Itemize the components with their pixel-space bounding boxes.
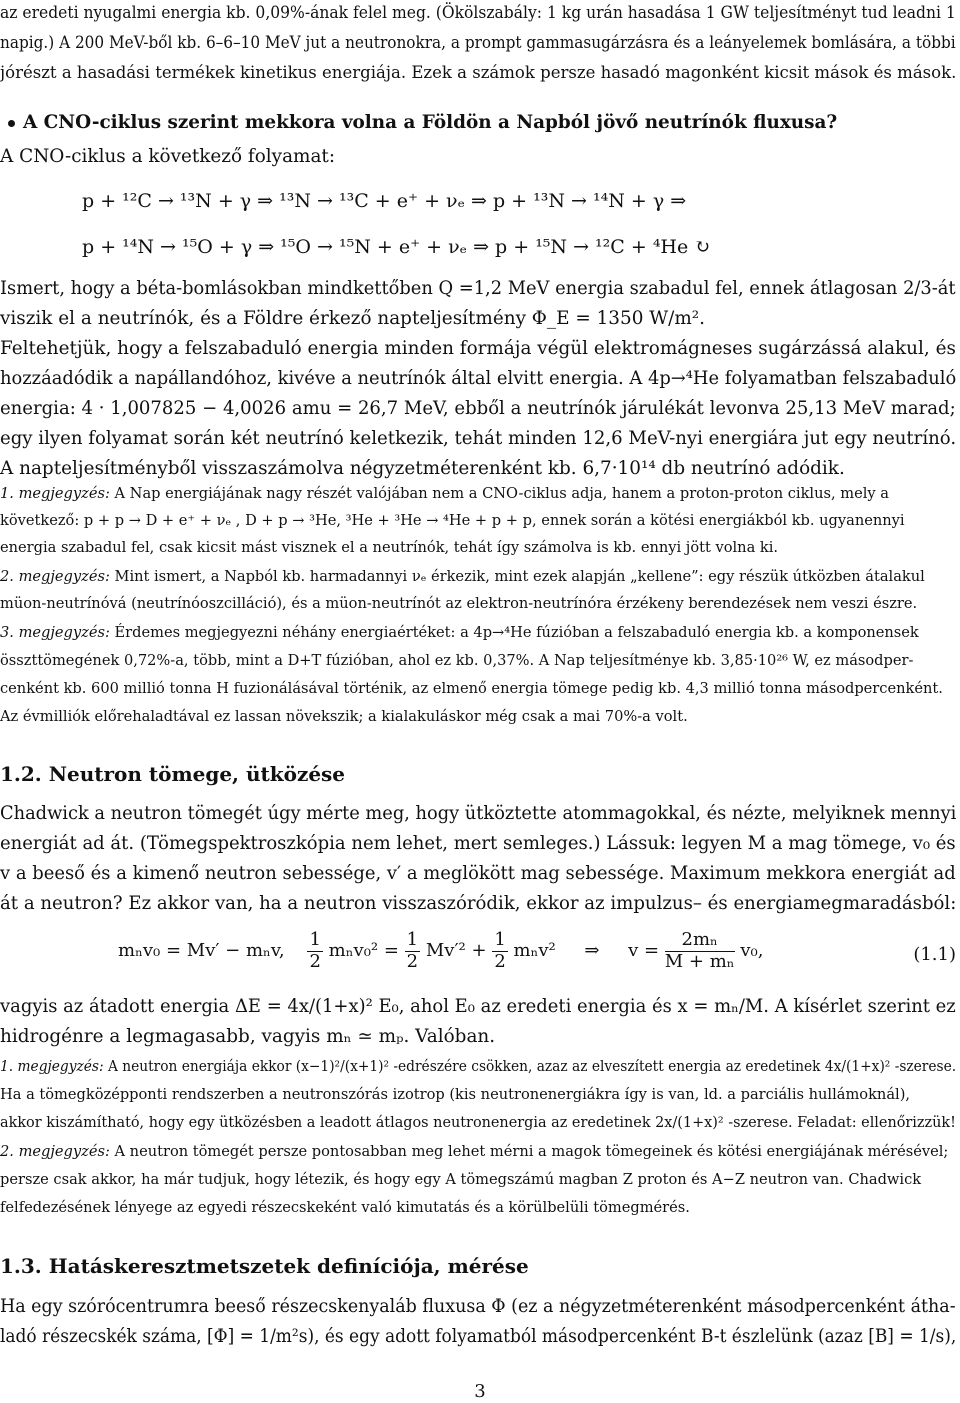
intro-line-2: napig.) A 200 MeV-ből kb. 6–6–10 MeV jut a neutronokra, a prompt gammasugárzásra és a leányelemek bomlására, a többi (0, 32, 956, 52)
question-text: A CNO-ciklus szerint mekkora volna a Földön a Napból jövő neutrínók fluxusa? (23, 112, 838, 133)
eq-frac-num: 1 (494, 929, 506, 950)
note2-2-line-2: persze csak akkor, ha már tudjuk, hogy létezik, és hogy egy A tömegszámú magban Z proton és A−Z neutron van. Chadwick (0, 1171, 922, 1188)
note-label: 1. megjegyzés: (0, 485, 110, 502)
eq-frac-half-3 (492, 930, 507, 972)
body-line-5: energia: 4 · 1,007825 − 4,0026 amu = 26,7 MeV, ebből a neutrínók járulékát levonva 25,13 MeV marad; (0, 398, 956, 419)
note-text: Érdemes megjegyezni néhány energiaértéket: a 4p→⁴He fúzióban a felszabaduló energia kb. a komponensek (109, 624, 919, 641)
eq-frac-den: 2 (494, 950, 506, 972)
intro-line-3: jórészt a hasadási termékek kinetikus energiája. Ezek a számok persze hasadó magonként kicsit mások és mások. (0, 62, 957, 82)
note-1-line-3: energia szabadul fel, csak kicsit mást visznek el a neutrínók, tehát így számolva is kb. ennyi jött volna ki. (0, 539, 779, 556)
note-3-line-1 (0, 624, 919, 641)
eq-frac-den: 2 (406, 950, 419, 972)
section2-line-4: át a neutron? Ez akkor van, ha a neutron visszaszóródik, ekkor az impulzus– és energiamegmaradásból: (0, 893, 957, 914)
question-heading (4, 112, 837, 133)
note-label: 2. megjegyzés: (0, 1143, 110, 1160)
note-3-line-2: összttömegének 0,72%-a, több, mint a D+T fúzióban, ahol ez kb. 0,37%. A Nap teljesítménye kb. 3,85·10²⁶ W, ez másodper- (0, 652, 914, 669)
note-text: A Nap energiájának nagy részét valójában nem a CNO-ciklus adja, hanem a proton-proton ciklus, mely a (109, 485, 889, 502)
eq-frac-velocity (665, 930, 735, 972)
body-line-7: A napteljesítményből visszaszámolva négyzetméterenként kb. 6,7·10¹⁴ db neutrínó adódik. (0, 458, 845, 479)
section3-line-2: ladó részecskék száma, [Φ] = 1/m²s), és egy adott folyamatból másodpercenként B-t észlelünk (azaz [B] = 1/s), (0, 1326, 957, 1347)
note2-2-line-3: felfedezésének lényege az egyedi részecskeként való kimutatás és a körülbelüli tömegmérés. (0, 1199, 690, 1216)
section3-line-1: Ha egy szórócentrumra beeső részecskenyaláb fluxusa Φ (ez a négyzetméterenként másodpercenként átha- (0, 1296, 956, 1317)
eq-frac-num: 1 (309, 929, 321, 950)
section2-after-1: vagyis az átadott energia ΔE = 4x/(1+x)² E₀, ahol E₀ az eredeti energia és x = mₙ/M. A kísérlet szerint ez (0, 996, 956, 1017)
eq-momentum: mₙv₀ = Mv′ − mₙv, (118, 940, 285, 962)
eq-frac-den: M + mₙ (664, 950, 735, 972)
implies-arrow-icon: ⇒ (584, 940, 600, 962)
body-line-1: Ismert, hogy a béta-bomlásokban mindkettőben Q =1,2 MeV energia szabadul fel, ennek átlagosan 2/3-át (0, 278, 956, 299)
body-line-4: hozzáadódik a napállandóhoz, kivéve a neutrínók által elvitt energia. A 4p→⁴He folyamatban felszabaduló (0, 368, 957, 389)
note-text: A neutron energiája ekkor (x−1)²/(x+1)² -edrészére csökken, azaz az elveszített energia az eredetinek 4x/(1+x)² -szerese. (103, 1058, 957, 1075)
note-label: 2. megjegyzés: (0, 568, 110, 585)
note2-1-line-1 (0, 1058, 956, 1075)
bullet-icon (8, 120, 15, 127)
note2-1-line-2: Ha a tömegközépponti rendszerben a neutronszórás izotrop (kis neutronenergiákra így is van, ld. a parciális hullámoknál), (0, 1086, 911, 1103)
cno-reaction-line-1: p + ¹²C → ¹³N + γ ⇒ ¹³N → ¹³C + e⁺ + νₑ ⇒ p + ¹³N → ¹⁴N + γ ⇒ (82, 190, 687, 212)
note-3-line-3: cenként kb. 600 millió tonna H fuzionálásával történik, az elmenő energia tömege pedig kb. 4,3 millió tonna másodpercenként. (0, 680, 943, 697)
equation-number: (1.1) (913, 944, 956, 965)
section2-after-2: hidrogénre a legmagasabb, vagyis mₙ ≃ mₚ. Valóban. (0, 1026, 496, 1047)
eq-frac-half (307, 930, 322, 972)
note-3-line-4: Az évmilliók előrehaladtával ez lassan növekszik; a kialakuláskor még csak a mai 70%-a volt. (0, 708, 688, 725)
page-number: 3 (474, 1381, 486, 1402)
equation-1-1 (118, 930, 763, 972)
intro-line-1: az eredeti nyugalmi energia kb. 0,09%-ának felel meg. (Ökölszabály: 1 kg urán hasadása 1 GW teljesítményt tud leadni 1 (0, 2, 956, 22)
note-text: Mint ismert, a Napból kb. harmadannyi νₑ érkezik, mint ezek alapján „kellene”: egy részük útközben átalakul (109, 568, 925, 585)
eq-frac-half-2 (405, 930, 420, 972)
note-label: 3. megjegyzés: (0, 624, 110, 641)
note-1-line-1 (0, 485, 889, 502)
note-label: 1. megjegyzés: (0, 1058, 104, 1075)
note2-2-line-1 (0, 1143, 948, 1160)
eq-kinetic-out: mₙv² (513, 940, 556, 962)
eq-kinetic-in: mₙv₀² = (328, 940, 399, 962)
eq-frac-num: 1 (406, 929, 419, 950)
cno-intro: A CNO-ciklus a következő folyamat: (0, 146, 336, 167)
body-line-6: egy ilyen folyamat során két neutrínó keletkezik, tehát minden 12,6 MeV-nyi energiára jut egy neutrínó. (0, 428, 957, 449)
body-line-3: Feltehetjük, hogy a felszabaduló energia minden formája végül elektromágneses sugárzássá alakul, és (0, 338, 956, 359)
eq-frac-num: 2mₙ (665, 930, 735, 952)
note-text: A neutron tömegét persze pontosabban meg lehet mérni a magok tömegeinek és kötési energiájának mérésével; (109, 1143, 949, 1160)
section2-line-1: Chadwick a neutron tömegét úgy mérte meg, hogy ütköztette atommagokkal, és nézte, melyiknek mennyi (0, 803, 957, 824)
note-2-line-1 (0, 568, 925, 585)
cno-reaction-line-2: p + ¹⁴N → ¹⁵O + γ ⇒ ¹⁵O → ¹⁵N + e⁺ + νₑ ⇒ p + ¹⁵N → ¹²C + ⁴He ↻ (82, 236, 711, 258)
section-heading-1-3: 1.3. Hatáskeresztmetszetek definíciója, mérése (0, 1254, 529, 1278)
note-1-line-2: következő: p + p → D + e⁺ + νₑ , D + p → ³He, ³He + ³He → ⁴He + p + p, ennek során a kötési energiákból kb. ugyanennyi (0, 512, 905, 529)
eq-kinetic-nucleus: Mv′² + (425, 940, 487, 962)
note-2-line-2: müon-neutrínóvá (neutrínóoszcilláció), és a müon-neutrínót az elektron-neutrínóra érzékeny berendezések nem veszi észre. (0, 595, 918, 612)
eq-frac-den: 2 (309, 950, 321, 972)
section2-line-2: energiát ad át. (Tömegspektroszkópia nem lehet, mert semleges.) Lássuk: legyen M a mag tömege, v₀ és (0, 833, 956, 854)
note2-1-line-3: akkor kiszámítható, hogy egy ütközésben a leadott átlagos neutronenergia az eredetinek 2x/(1+x)² -szerese. Feladat: ellenőrizzük! (0, 1114, 956, 1131)
eq-v-equals: v = (628, 940, 660, 962)
section-heading-1-2: 1.2. Neutron tömege, ütközése (0, 762, 346, 786)
body-line-2: viszik el a neutrínók, és a Földre érkező napteljesítmény Φ_E = 1350 W/m². (0, 308, 706, 329)
section2-line-3: v a beeső és a kimenő neutron sebessége, v′ a meglökött mag sebessége. Maximum mekkora energiát ad (0, 863, 956, 884)
eq-v0: v₀, (740, 940, 764, 962)
